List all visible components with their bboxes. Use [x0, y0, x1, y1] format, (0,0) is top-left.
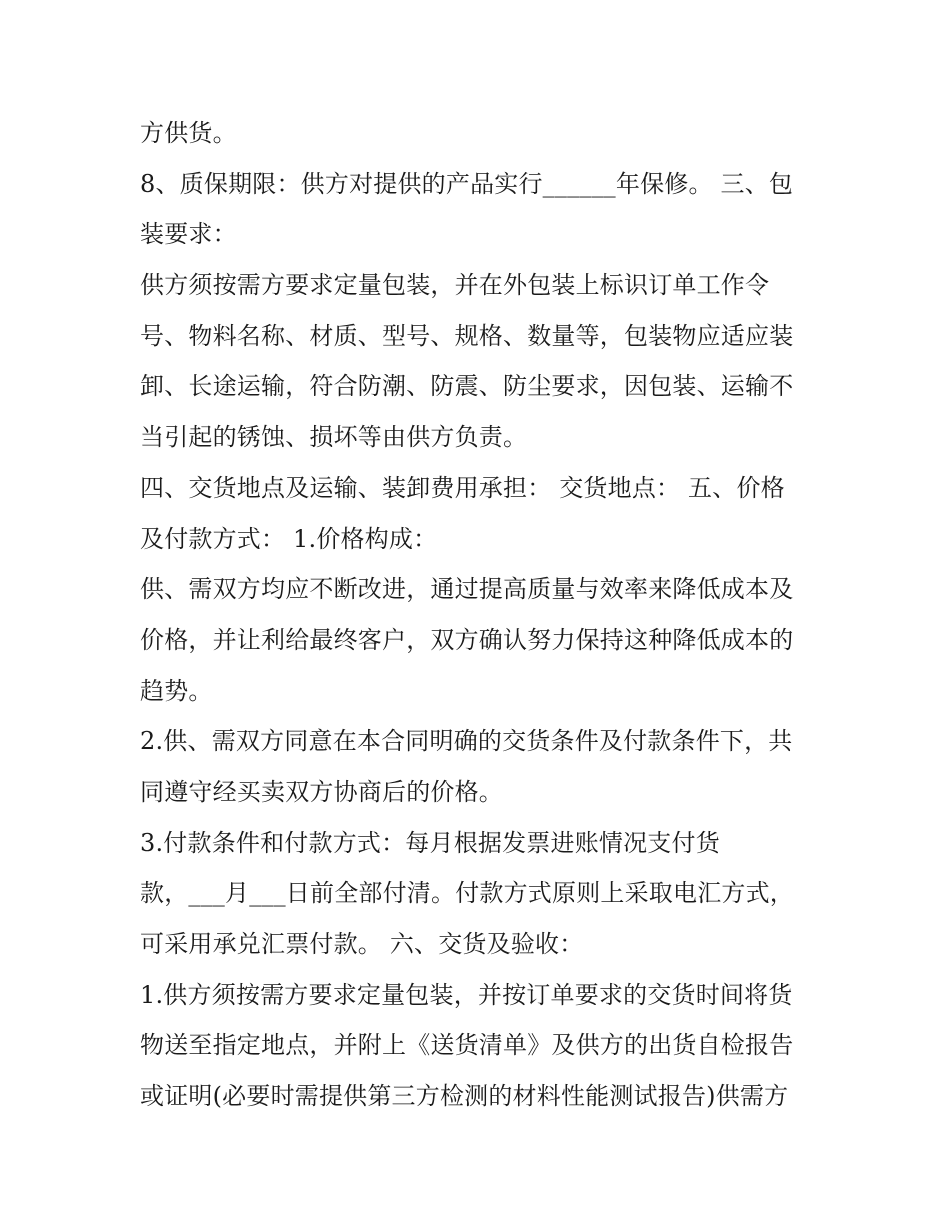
text-line: 2.供、需双方同意在本合同明确的交货条件及付款条件下，共 — [140, 727, 793, 756]
text-line: 供方须按需方要求定量包装，并在外包装上标识订单工作令 — [140, 271, 770, 300]
text-line: 卸、长途运输，符合防潮、防震、防尘要求，因包装、运输不 — [140, 372, 794, 401]
text-line: 及付款方式： 1.价格构成： — [140, 524, 438, 553]
text-line: 趋势。 — [140, 676, 213, 705]
text-line: 号、物料名称、材质、型号、规格、数量等，包装物应适应装 — [140, 321, 794, 350]
text-line: 同遵守经买卖双方协商后的价格。 — [140, 777, 503, 806]
text-line: 装要求： — [140, 220, 237, 249]
text-line: 款，___月___日前全部付清。付款方式原则上采取电汇方式， — [140, 879, 794, 908]
text-line: 四、交货地点及运输、装卸费用承担： 交货地点： 五、价格 — [140, 473, 785, 502]
text-line: 物送至指定地点，并附上《送货清单》及供方的出货自检报告 — [140, 1031, 794, 1060]
text-line: 当引起的锈蚀、损坏等由供方负责。 — [140, 423, 528, 452]
text-line: 1.供方须按需方要求定量包装，并按订单要求的交货时间将货 — [140, 980, 793, 1009]
text-line: 可采用承兑汇票付款。 六、交货及验收： — [140, 930, 584, 958]
text-line: 供、需双方均应不断改进，通过提高质量与效率来降低成本及 — [140, 575, 794, 604]
text-line: 3.付款条件和付款方式：每月根据发票进账情况支付货 — [140, 828, 720, 857]
text-line: 8、质保期限：供方对提供的产品实行______年保修。 三、包 — [140, 169, 794, 198]
text-line: 方供货。 — [140, 119, 237, 147]
text-line: 或证明(必要时需提供第三方检测的材料性能测试报告)供需方 — [140, 1082, 789, 1111]
text-line: 价格，并让利给最终客户，双方确认努力保持这种降低成本的 — [140, 625, 794, 654]
contract-text-body — [140, 108, 820, 1122]
